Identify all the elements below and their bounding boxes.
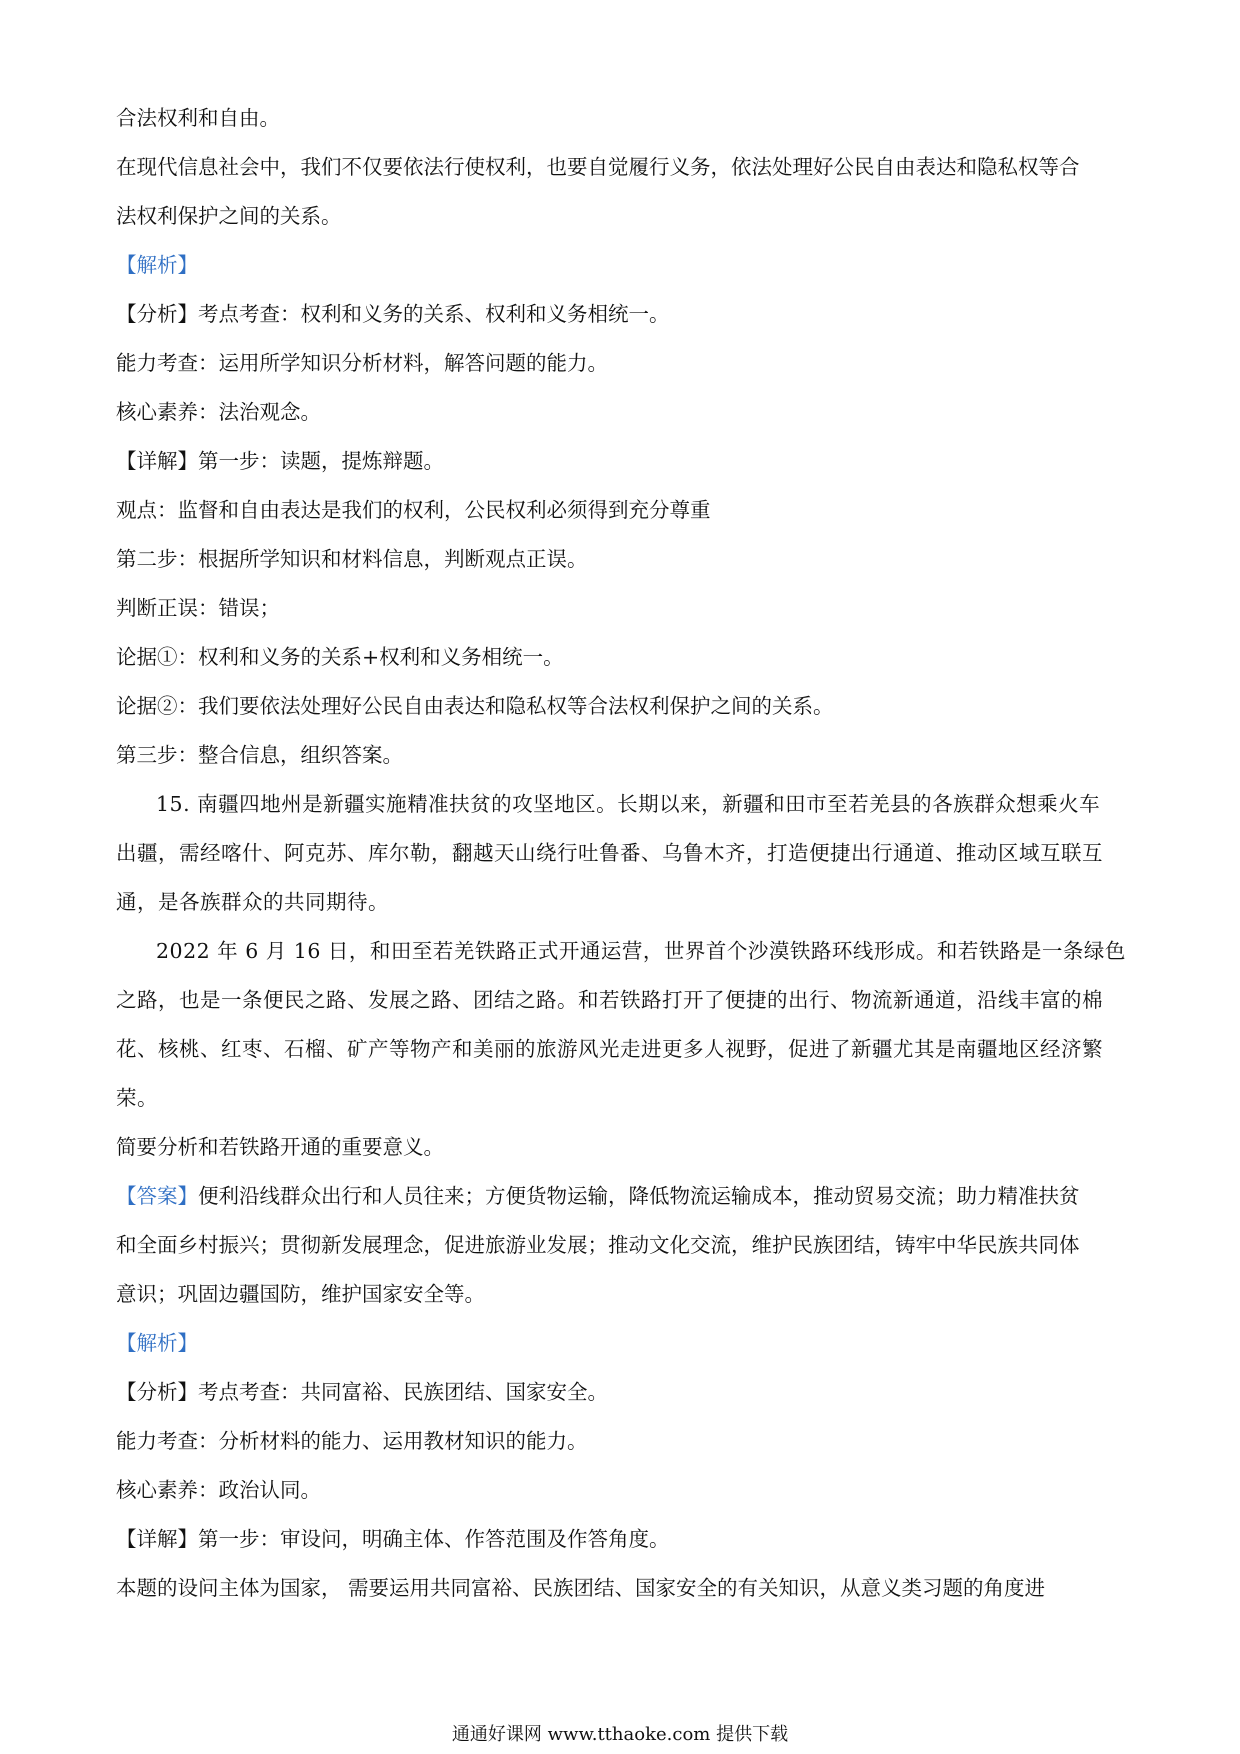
analysis-tag [116,1319,1130,1368]
fenxi-text: 考点考查：权利和义务的关系、权利和义务相统一。 [198,302,670,326]
argument-2-line: 论据②：我们要依法处理好公民自由表达和隐私权等合法权利保护之间的关系。 [116,694,834,718]
answer-text: 便利沿线群众出行和人员往来；方便货物运输，降低物流运输成本，推动贸易交流；助力精准扶贫 [198,1184,1080,1208]
text-line: 合法权利和自由。 [116,106,280,130]
question-15-line: 荣。 [116,1086,158,1110]
text-line: 法权利保护之间的关系。 [116,204,342,228]
ability-line: 能力考查：运用所学知识分析材料，解答问题的能力。 [116,351,608,375]
question-ask: 简要分析和若铁路开通的重要意义。 [116,1135,444,1159]
document-page [116,94,1130,1613]
step3-line: 第三步：整合信息，组织答案。 [116,743,403,767]
detail-text: 第一步：审设问，明确主体、作答范围及作答角度。 [198,1527,670,1551]
ability-line: 能力考查：分析材料的能力、运用教材知识的能力。 [116,1429,588,1453]
viewpoint-line: 观点：监督和自由表达是我们的权利，公民权利必须得到充分尊重 [116,498,711,522]
question-15-line: 出疆，需经喀什、阿克苏、库尔勒，翻越天山绕行吐鲁番、乌鲁木齐，打造便捷出行通道、推动区域互联互 [116,841,1103,865]
fenxi-text: 考点考查：共同富裕、民族团结、国家安全。 [198,1380,608,1404]
text-line: 在现代信息社会中，我们不仅要依法行使权利，也要自觉履行义务，依法处理好公民自由表达和隐私权等合 [116,155,1080,179]
detail-line [116,437,1130,486]
core-line: 核心素养：法治观念。 [116,400,321,424]
answer-line: 意识；巩固边疆国防，维护国家安全等。 [116,1282,485,1306]
detail-label: 【详解】 [116,449,198,473]
answer-label: 【答案】 [116,1184,198,1208]
fenxi-label: 【分析】 [116,1380,198,1404]
detail-line [116,1515,1130,1564]
argument-1-line: 论据①：权利和义务的关系+权利和义务相统一。 [116,645,564,669]
answer-line [116,1172,1130,1221]
analysis-label: 【解析】 [116,1331,198,1355]
fenxi-label: 【分析】 [116,302,198,326]
question-15-line: 花、核桃、红枣、石榴、矿产等物产和美丽的旅游风光走进更多人视野，促进了新疆尤其是南疆地区经济繁 [116,1037,1103,1061]
page-footer: 通通好课网 www.tthaoke.com 提供下载 [451,1724,789,1745]
question-15-line: 之路，也是一条便民之路、发展之路、团结之路。和若铁路打开了便捷的出行、物流新通道，沿线丰富的棉 [116,988,1103,1012]
detail-text: 第一步：读题，提炼辩题。 [198,449,444,473]
analysis-fenxi [116,1368,1130,1417]
analysis-fenxi [116,290,1130,339]
question-15-line: 2022 年 6 月 16 日，和田至若羌铁路正式开通运营，世界首个沙漠铁路环线形成。和若铁路是一条绿色 [156,939,1126,963]
analysis-label: 【解析】 [116,253,198,277]
answer-line: 和全面乡村振兴；贯彻新发展理念，促进旅游业发展；推动文化交流，维护民族团结，铸牢中华民族共同体 [116,1233,1080,1257]
question-15-line: 通，是各族群众的共同期待。 [116,890,389,914]
question-15-line: 15. 南疆四地州是新疆实施精准扶贫的攻坚地区。长期以来，新疆和田市至若羌县的各族群众想乘火车 [156,792,1101,816]
judge-line: 判断正误：错误； [116,596,280,620]
detail-label: 【详解】 [116,1527,198,1551]
text-line: 本题的设问主体为国家， 需要运用共同富裕、民族团结、国家安全的有关知识，从意义类习题的角度进 [116,1576,1046,1600]
core-line: 核心素养：政治认同。 [116,1478,321,1502]
analysis-tag [116,241,1130,290]
step2-line: 第二步：根据所学知识和材料信息，判断观点正误。 [116,547,588,571]
